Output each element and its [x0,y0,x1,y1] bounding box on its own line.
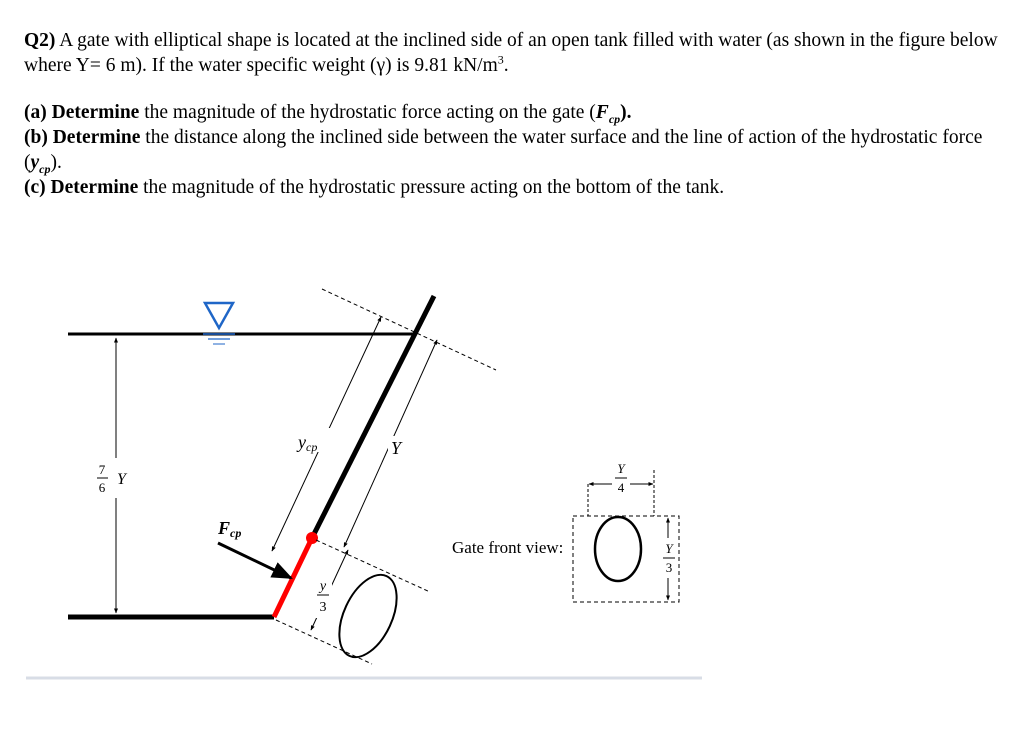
width-denominator: 4 [617,480,625,495]
part-c-verb: Determine [50,177,139,198]
unit-power: 3 [497,52,504,67]
free-surface-icon [205,303,233,328]
gate-top-point [306,532,318,544]
question-label: Q2) [24,30,56,51]
fcp-label: Fcp [218,518,242,540]
part-b-text: the distance along the inclined side between the water surface and the line of action of the hydrostatic force ( [24,127,983,173]
depth-label-variable: Y [117,471,126,488]
y-dimension-label: Y [391,438,402,458]
inclined-wall [312,296,434,538]
gate-length-numerator: y [319,579,327,594]
gate-top-extension-dashed [316,540,430,592]
depth-label-numerator: 7 [98,462,106,477]
front-view-label: Gate front view: [452,538,564,557]
surface-extension-dashed [322,289,496,370]
intro-text: A gate with elliptical shape is located at the inclined side of an open tank filled with water (as shown in the figure below where Y= 6 m). If the water specific weight (γ) is 9.81 kN/m [24,30,998,76]
part-c-label: (c) [24,177,46,198]
intro-end: . [503,55,509,76]
part-a-end: ). [620,102,632,123]
part-a-verb: Determine [51,102,140,123]
gate-ellipse-side [328,566,409,666]
gate-length-denominator: 3 [319,600,327,615]
depth-label-denominator: 6 [98,480,106,495]
fcp-force-arrow [218,543,291,578]
part-a-symbol: F [595,102,609,123]
part-c-text: the magnitude of the hydrostatic pressure acting on the bottom of the tank. [138,177,725,198]
gate-ellipse-front [595,517,641,581]
height-numerator: Y [665,541,673,556]
part-b-label: (b) [24,127,48,148]
part-a-text: the magnitude of the hydrostatic force acting on the gate ( [139,102,596,123]
part-a-sub: cp [608,111,621,126]
height-denominator: 3 [665,560,673,575]
width-numerator: Y [617,461,625,476]
part-b-symbol: y [30,152,40,173]
part-b-end: ). [50,152,62,173]
part-b-verb: Determine [52,127,141,148]
part-b-sub: cp [39,161,51,176]
gate-segment [274,538,312,617]
part-a-label: (a) [24,102,47,123]
ycp-label: ycp [298,432,318,454]
